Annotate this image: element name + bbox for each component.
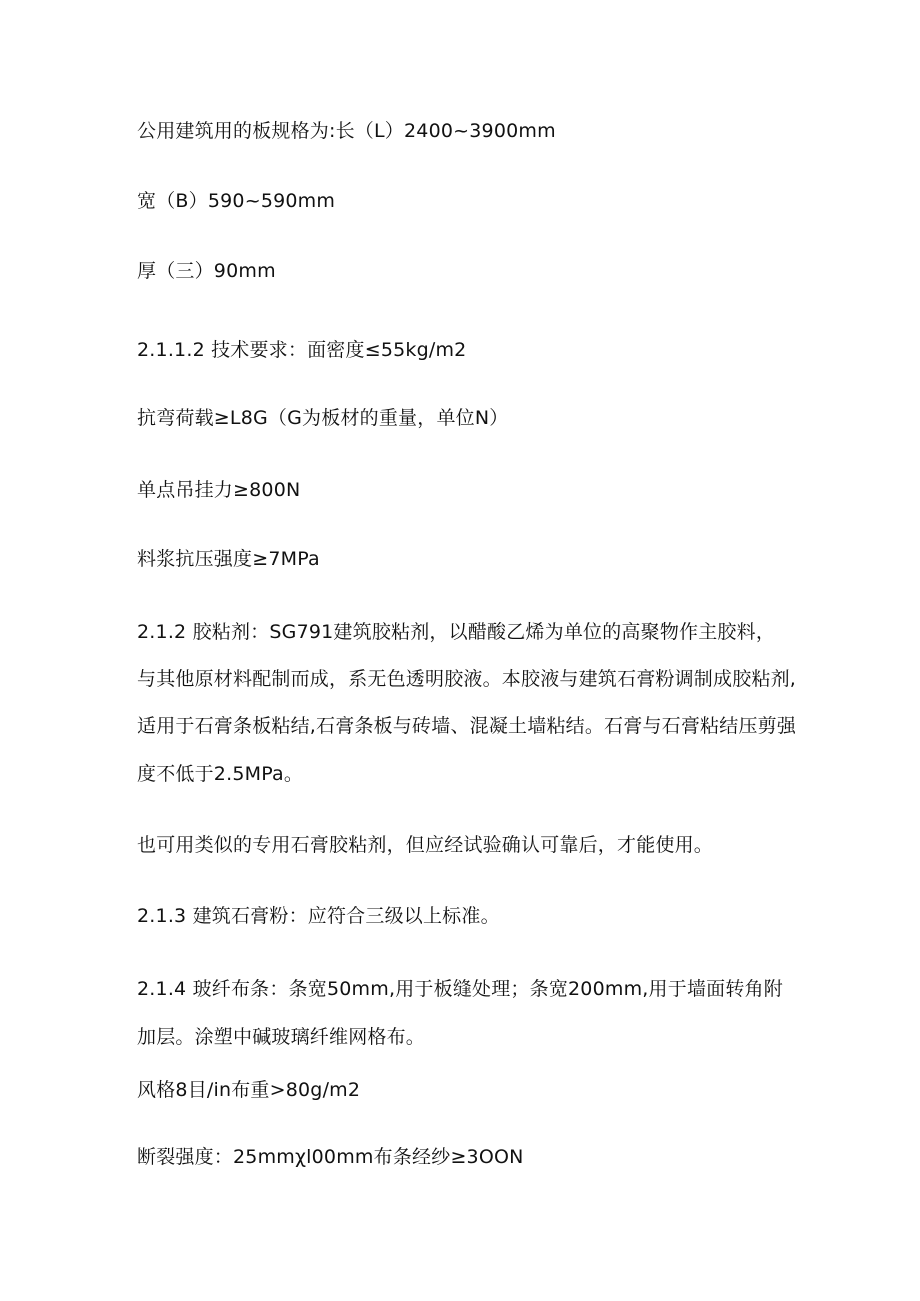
text-line-section-2-1-1-2: 2.1.1.2 技术要求：面密度≤55kg∕m2	[137, 339, 467, 361]
text-line-adhesive-continued-1: 与其他原材料配制而成，系无色透明胶液。本胶液与建筑石膏粉调制成胶粘剂,	[137, 668, 797, 690]
text-line-mesh-weight: 风格8目/in布重>80g∕m2	[137, 1079, 361, 1101]
text-line-adhesive-continued-2: 适用于石膏条板粘结,石膏条板与砖墙、混凝土墙粘结。石膏与石膏粘结压剪强	[137, 715, 797, 737]
text-line-breaking-strength: 断裂强度：25mmχl00mm布条经纱≥3OON	[137, 1146, 524, 1168]
text-line-panel-spec: 公用建筑用的板规格为:长（L）2400~3900mm	[137, 120, 556, 142]
text-line-width: 宽（B）590~590mm	[137, 190, 336, 212]
text-line-section-2-1-4: 2.1.4 玻纤布条：条宽50mm,用于板缝处理；条宽200mm,用于墙面转角附	[137, 978, 783, 1000]
text-line-compressive-strength: 料浆抗压强度≥7MPa	[137, 548, 320, 570]
text-line-alternative-adhesive: 也可用类似的专用石膏胶粘剂，但应经试验确认可靠后，才能使用。	[137, 834, 714, 856]
text-line-thickness: 厚（三）90mm	[137, 260, 276, 282]
text-line-hanging-force: 单点吊挂力≥800N	[137, 479, 301, 501]
text-line-bending-load: 抗弯荷载≥L8G（G为板材的重量，单位N）	[137, 407, 509, 429]
text-line-adhesive-continued-3: 度不低于2.5MPa。	[137, 763, 304, 785]
text-line-section-2-1-3: 2.1.3 建筑石膏粉：应符合三级以上标准。	[137, 905, 500, 927]
text-line-mesh-continued: 加层。涂塑中碱玻璃纤维网格布。	[137, 1026, 426, 1048]
text-line-section-2-1-2: 2.1.2 胶粘剂：SG791建筑胶粘剂，以醋酸乙烯为单位的高聚物作主胶料，	[137, 621, 776, 643]
